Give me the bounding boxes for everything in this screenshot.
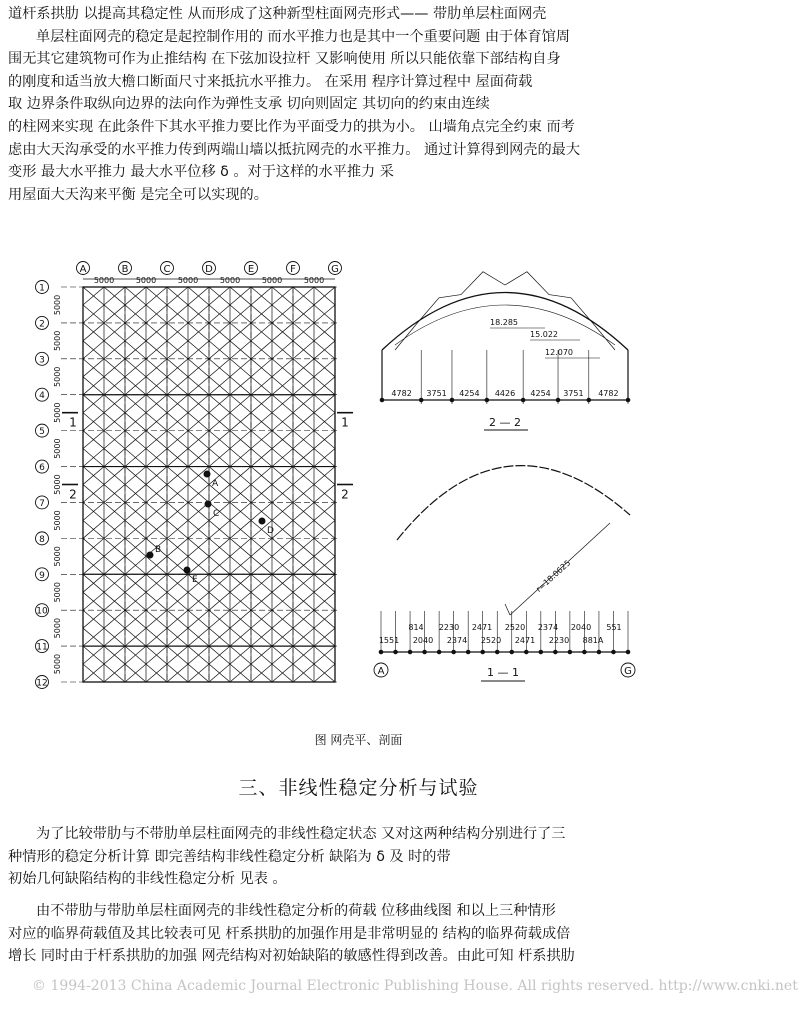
text-line: 道杆系拱肋 以提高其稳定性 从而形成了这种新型柱面网壳形式—— 带肋单层柱面网壳 — [8, 6, 547, 22]
section-1-1-upper-span-label: 814 — [408, 623, 424, 632]
section-1-1-upper-span-label: 2520 — [504, 623, 526, 632]
section-1-1-node — [452, 650, 456, 654]
section-2-2-node — [587, 398, 591, 402]
row-axis-label: 12 — [36, 678, 48, 689]
section-1-1-node — [437, 650, 441, 654]
section-1-mark-left: 1 — [69, 415, 77, 430]
results-paragraph — [8, 900, 712, 968]
text-line: 虑由大天沟承受的水平推力传到两端山墙以抵抗网壳的水平推力。 通过计算得到网壳的最大 — [8, 141, 581, 158]
section-2-2-span-label: 4254 — [530, 389, 551, 398]
section-1-1-node — [481, 650, 485, 654]
analysis-paragraph — [8, 823, 712, 891]
row-axis-label: 9 — [39, 570, 45, 581]
row-axis-label: 10 — [36, 606, 48, 617]
figure-caption: 图 网壳平、剖面 — [314, 733, 403, 747]
text-line: 为了比较带肋与不带肋单层柱面网壳的非线性稳定状态 又对这两种结构分别进行了三 — [36, 826, 566, 842]
column-spacing-label: 5000 — [93, 276, 115, 285]
column-spacing-label: 5000 — [261, 276, 283, 285]
row-spacing-label: 5000 — [53, 582, 62, 603]
section-1-1-lower-span-label: 2520 — [480, 636, 502, 645]
section-2-2-web-members — [395, 272, 615, 350]
section-1-1-title: 1 — 1 — [487, 666, 519, 679]
diagonal-member — [713, 287, 798, 1024]
monitor-point — [204, 471, 210, 477]
section-1-1-node — [626, 650, 630, 654]
section-2-2-span-label: 4782 — [598, 389, 619, 398]
row-axis-label: 5 — [39, 427, 45, 438]
section-2-2-span-label: 3751 — [426, 389, 447, 398]
section-2-2-span-label: 4254 — [459, 389, 480, 398]
section-1-1-node — [597, 650, 601, 654]
intro-paragraph — [8, 3, 712, 206]
column-axis-label: A — [79, 264, 87, 275]
monitor-point-label: D — [267, 526, 274, 536]
section-1-1-node — [495, 650, 499, 654]
section-1-1-node — [423, 650, 427, 654]
section-2-2 — [380, 272, 630, 430]
column-axis-label: F — [290, 264, 296, 275]
diagonal-member — [776, 287, 798, 1024]
row-axis-label: 8 — [39, 534, 45, 545]
row-axis-label: 2 — [39, 319, 45, 330]
section-1-1-radius-tail — [505, 604, 510, 615]
section-1-1-node — [466, 650, 470, 654]
shell-plan-section-figure — [0, 250, 717, 730]
section-1-1-lower-span-label: 2471 — [514, 636, 536, 645]
row-spacing-label: 5000 — [53, 653, 62, 675]
row-axis-label: 4 — [39, 391, 45, 402]
text-line: 单层柱面网壳的稳定是起控制作用的 而水平推力也是其中一个重要问题 由于体育馆周 — [36, 28, 570, 45]
section-1-1-node — [394, 650, 398, 654]
copyright-watermark: © 1994-2013 China Academic Journal Electronic Publishing House. All rights reserved. http://www.cnki.net — [32, 978, 798, 994]
diagonal-member — [734, 287, 798, 1024]
column-spacing-label: 5000 — [177, 276, 199, 285]
section-1-1-upper-span-label: 2040 — [570, 623, 592, 632]
row-axis-label: 3 — [39, 355, 45, 366]
text-line: 种情形的稳定分析计算 即完善结构非线性稳定分析 缺陷为 δ 及 时的带 — [8, 848, 451, 865]
row-spacing-label: 5000 — [53, 438, 62, 459]
text-line: 增长 同时由于杆系拱肋的加强 网壳结构对初始缺陷的敏感性得到改善。由此可知 杆系拱肋 — [8, 948, 575, 965]
text-line: 围无其它建筑物可作为止推结构 在下弦加设拉杆 又影响使用 所以只能依靠下部结构自身 — [8, 51, 561, 68]
section-2-2-node — [626, 398, 630, 402]
section-2-2-height-label: 18.285 — [490, 318, 518, 327]
section-2-mark-right: 2 — [341, 487, 349, 502]
section-1-1 — [374, 466, 635, 681]
section-2-2-node — [521, 398, 525, 402]
monitor-point — [259, 518, 265, 524]
row-spacing-label: 5000 — [53, 510, 62, 531]
column-spacing-label: 5000 — [303, 276, 325, 285]
section-2-2-node — [556, 398, 560, 402]
text-line: 的刚度和适当放大檐口断面尺寸来抵抗水平推力。 在采用 程序计算过程中 屋面荷载 — [8, 73, 533, 90]
text-line: 用屋面大天沟来平衡 是完全可以实现的。 — [8, 186, 268, 203]
section-2-2-node — [419, 398, 423, 402]
section-1-1-end-label: A — [377, 666, 385, 677]
text-line: 的柱网来实现 在此条件下其水平推力要比作为平面受力的拱为小。 山墙角点完全约束 而考 — [8, 118, 575, 135]
row-axis-label: 11 — [36, 642, 48, 653]
section-1-1-node — [554, 650, 558, 654]
text-line: 对应的临界荷载值及其比较表可见 杆系拱肋的加强作用是非常明显的 结构的临界荷载成倍 — [8, 925, 571, 942]
text-line: 变形 最大水平推力 最大水平位移 δ 。对于这样的水平推力 采 — [8, 164, 394, 181]
section-1-1-lower-span-label: 1551 — [378, 636, 400, 645]
section-1-1-lower-span-label: 881A — [582, 636, 604, 645]
row-axis-label: 7 — [39, 498, 45, 509]
monitor-point-label: B — [155, 545, 162, 555]
section-1-1-radius-label: r=18.0625 — [534, 558, 573, 594]
column-axis-label: B — [121, 264, 129, 275]
section-1-1-node — [539, 650, 543, 654]
monitor-point-label: A — [212, 479, 219, 489]
text-line: 由不带肋与带肋单层柱面网壳的非线性稳定分析的荷载 位移曲线图 和以上三种情形 — [36, 903, 556, 919]
section-1-1-upper-span-label: 2374 — [537, 623, 559, 632]
section-2-2-span-label: 4426 — [494, 389, 516, 398]
row-spacing-label: 5000 — [53, 617, 62, 639]
section-1-1-node — [568, 650, 572, 654]
section-1-1-lower-span-label: 2230 — [548, 636, 570, 645]
column-spacing-label: 5000 — [219, 276, 241, 285]
section-1-mark-right: 1 — [341, 415, 349, 430]
section-1-1-node — [408, 650, 412, 654]
row-spacing-label: 5000 — [53, 474, 62, 495]
section-1-1-lower-span-label: 2040 — [412, 636, 434, 645]
section-1-1-node — [612, 650, 616, 654]
row-axis-label: 1 — [39, 283, 45, 294]
monitor-point-label: C — [213, 509, 220, 519]
monitor-point — [205, 501, 211, 507]
section-2-2-node — [380, 398, 384, 402]
column-axis-label: E — [247, 264, 255, 275]
section-2-mark-left: 2 — [69, 487, 77, 502]
diagonal-member — [755, 287, 798, 1024]
section-2-2-title: 2 — 2 — [489, 416, 521, 429]
section-heading: 三、非线性稳定分析与试验 — [238, 777, 479, 799]
monitor-point — [147, 552, 153, 558]
section-2-2-node — [485, 398, 489, 402]
section-1-1-node — [583, 650, 587, 654]
column-axis-label: D — [205, 264, 213, 275]
section-1-1-arc — [397, 466, 630, 540]
row-spacing-label: 5000 — [53, 402, 62, 423]
row-spacing-label: 5000 — [53, 294, 62, 316]
row-axis-label: 6 — [39, 463, 45, 474]
column-axis-label: G — [331, 264, 339, 275]
section-2-2-height-label: 15.022 — [530, 330, 558, 339]
section-2-2-height-label: 12.070 — [545, 348, 573, 357]
section-1-1-node — [524, 650, 528, 654]
monitor-point — [184, 567, 190, 573]
section-1-1-upper-span-label: 2471 — [471, 623, 493, 632]
column-axis-label: C — [163, 264, 171, 275]
text-line: 初始几何缺陷结构的非线性稳定分析 见表 。 — [8, 871, 287, 888]
section-2-2-node — [450, 398, 454, 402]
row-spacing-label: 5000 — [53, 546, 62, 567]
row-spacing-label: 5000 — [53, 366, 62, 387]
monitor-point-label: E — [192, 575, 198, 585]
section-1-1-upper-span-label: 551 — [606, 623, 622, 632]
section-2-2-span-label: 4782 — [391, 389, 412, 398]
section-1-1-node — [510, 650, 514, 654]
section-1-1-node — [379, 650, 383, 654]
section-1-1-upper-span-label: 2230 — [438, 623, 460, 632]
column-spacing-label: 5000 — [135, 276, 157, 285]
section-1-1-lower-span-label: 2374 — [446, 636, 468, 645]
section-1-1-end-label: G — [624, 666, 632, 677]
text-line: 取 边界条件取纵向边界的法向作为弹性支承 切向则固定 其切向的约束由连续 — [8, 96, 490, 113]
section-2-2-span-label: 3751 — [563, 389, 584, 398]
row-spacing-label: 5000 — [53, 330, 62, 352]
